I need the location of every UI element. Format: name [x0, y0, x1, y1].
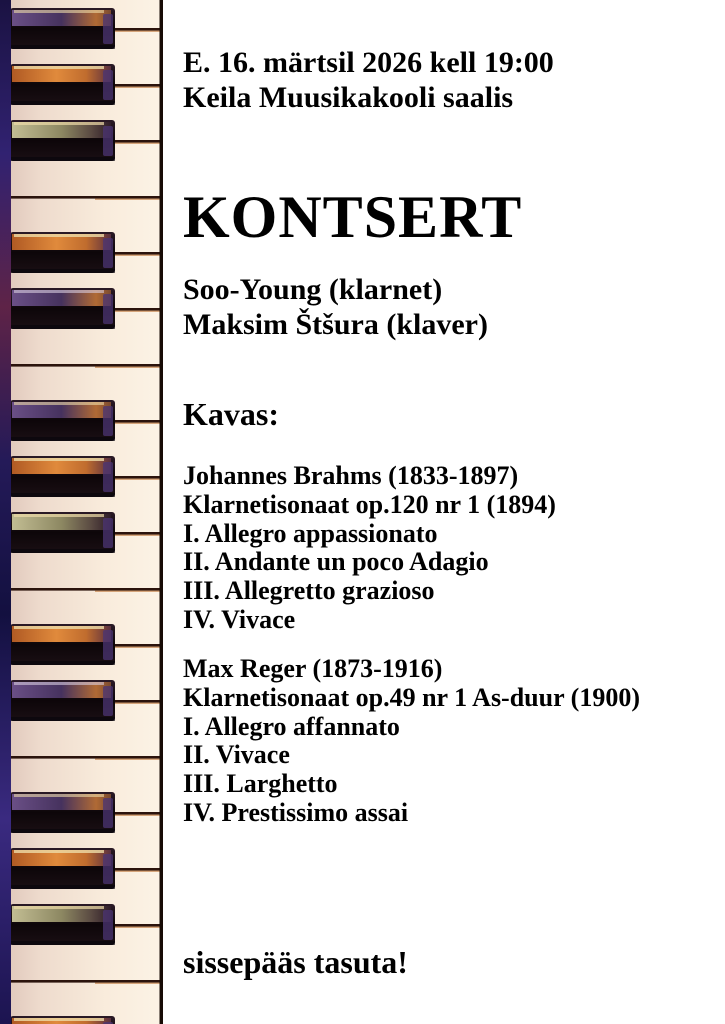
movement: III. Larghetto: [183, 769, 338, 799]
performer-piano: Maksim Štšura (klaver): [183, 308, 488, 341]
composer-name: Johannes Brahms (1833-1897): [183, 461, 519, 490]
program-item-reger: [183, 655, 717, 828]
poster-title: KONTSERT: [183, 184, 523, 250]
movement: IV. Prestissimo assai: [183, 797, 409, 827]
movement: III. Allegretto grazioso: [183, 576, 435, 606]
program-item-brahms: [183, 462, 717, 635]
performer-clarinet: Soo-Young (klarnet): [183, 273, 443, 306]
event-datetime: E. 16. märtsil 2026 kell 19:00: [183, 46, 554, 79]
movement: IV. Vivace: [183, 604, 296, 634]
performers: [183, 272, 717, 342]
work-title: Klarnetisonaat op.49 nr 1 As-duur (1900): [183, 682, 640, 712]
movement: I. Allegro affannato: [183, 711, 400, 741]
work-title: Klarnetisonaat op.120 nr 1 (1894): [183, 489, 556, 519]
event-datetime-venue: [183, 45, 717, 115]
program-label: Kavas:: [183, 396, 279, 432]
composer-name: Max Reger (1873-1916): [183, 654, 443, 683]
movement: II. Vivace: [183, 740, 290, 770]
event-venue: Keila Muusikakooli saalis: [183, 81, 514, 114]
movement: II. Andante un poco Adagio: [183, 547, 489, 577]
piano-keyboard-image: [0, 0, 163, 1024]
piano-keyboard-svg: [0, 0, 163, 1024]
admission-note: sissepääs tasuta!: [183, 944, 408, 980]
movement: I. Allegro appassionato: [183, 518, 438, 548]
